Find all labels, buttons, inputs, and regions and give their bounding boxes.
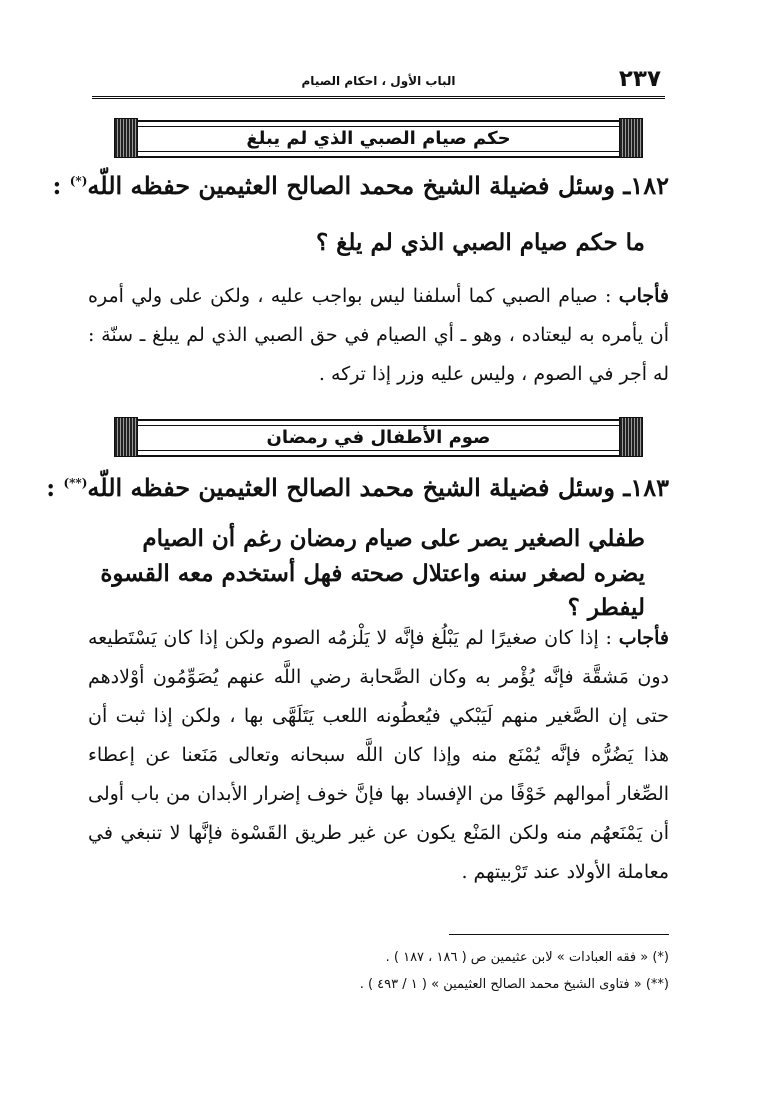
question-number: ١٨٣ [630,473,669,502]
section-banner [128,120,629,158]
answer-label: فأجاب [618,285,669,307]
footnote: (**) « فتاوى الشيخ محمد الصالح العثيمين » ( ١ / ٤٩٣ ) . [359,977,669,993]
running-title: الباب الأول ، احكام الصيام [301,74,456,88]
footnote: (*) « فقه العبادات » لابن عثيمين ص ( ١٨٦ ، ١٨٧ ) . [385,950,669,965]
heading-colon: : [46,473,56,502]
footnote-marker: (**) [63,476,88,490]
answer-text: : صيام الصبي كما أسلفنا ليس بواجب عليه ، ولكن على ولي أمره أن يأمره به ليعتاده ، وهو ـ أي الصيام في حق الصبي الذي لم يبلغ ـ سنّة : له أجر في الصوم ، وليس عليه وزر إذا تركه . [88,285,669,385]
section-title: حكم صيام الصبي الذي لم يبلغ [246,128,511,149]
heading-colon: : [52,171,62,200]
answer-paragraph [88,619,669,892]
page-number: ٢٣٧ [618,66,661,92]
question-text: ما حكم صيام الصبي الذي لم يلغ ؟ [315,229,645,256]
question-heading [52,171,669,201]
section-title: صوم الأطفال في رمضان [266,427,491,448]
question-number: ١٨٢ [630,171,669,200]
question-asker: ـ وسئل فضيلة الشيخ محمد الصالح العثيمين حفظه اللّه [87,171,631,200]
answer-paragraph [88,277,669,394]
question-heading [46,473,669,503]
question-asker: ـ وسئل فضيلة الشيخ محمد الصالح العثيمين حفظه اللّه [87,473,631,502]
footnotes [88,944,669,999]
section-banner [128,419,629,457]
footnote-divider [449,934,669,935]
answer-text: : إذا كان صغيرًا لم يَبْلُغ فإنَّه لا يَلْزمُه الصوم ولكن إذا كان يَسْتَطيعه دون مَشقَّة فإنَّه يُؤْمر به وكان الصَّحابة رضي اللَّه عنهم يُصَوِّمُون أوْلادهم حتى إن الصَّغير منهم لَيَبْكي فيُعطُونه اللعب يَتَلَهَّى بها ، ولكن إذا ثبت أن هذا يَضُرُّه فإنَّه يُمْنَع منه وإذا كان اللَّه سبحانه وتعالى مَنَعنا عن إعطاء الصِّغار أموالهم خَوْفًا من الإفساد بها فإنَّ خوف إضرار الأبدان من باب أولى أن يَمْنَعهُم منه ولكن المَنْع يكون عن غير طريق القَسْوة فإنَّها لا تنبغي في معاملة الأولاد عند تَرْبيتهم . [88,627,669,883]
answer-label: فأجاب [618,627,669,649]
footnote-marker: (*) [69,174,88,188]
running-head [92,66,665,99]
question-text: طفلي الصغير يصر على صيام رمضان رغم أن الصيام يضره لصغر سنه واعتلال صحته فهل أستخدم معه القسوة ليفطر ؟ [100,525,645,621]
